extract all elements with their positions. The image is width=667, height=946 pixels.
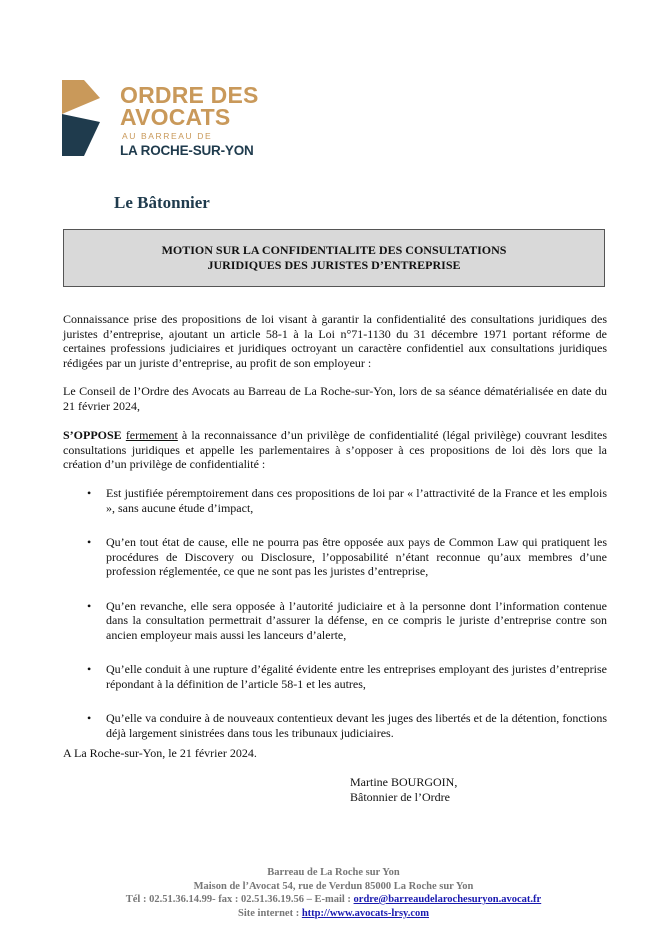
list-item xyxy=(63,535,607,579)
motion-title-line2: JURIDIQUES DES JURISTES D’ENTREPRISE xyxy=(207,258,461,272)
oppose-keyword: S’OPPOSE xyxy=(63,428,122,442)
logo-line-city: LA ROCHE-SUR-YON xyxy=(120,143,254,158)
motion-title-line1: MOTION SUR LA CONFIDENTIALITE DES CONSULTATIONS xyxy=(161,243,507,257)
motion-title-box xyxy=(63,229,605,287)
list-item xyxy=(63,486,607,515)
paragraph-council: Le Conseil de l’Ordre des Avocats au Barreau de La Roche-sur-Yon, lors de sa séance dématérialisée en date du 21 février 2024, xyxy=(63,384,607,413)
list-item xyxy=(63,711,607,740)
footer xyxy=(0,866,667,920)
footer-line-address: Maison de l’Avocat 54, rue de Verdun 85000 La Roche sur Yon xyxy=(193,880,474,892)
list-item-text: Qu’elle va conduire à de nouveaux contentieux devant les juges des libertés et de la détention, fonctions déjà largement sinistrées dans tous les tribunaux judiciaires. xyxy=(106,711,607,740)
footer-line-barreau: Barreau de La Roche sur Yon xyxy=(267,867,400,878)
footer-line-contact xyxy=(0,893,667,907)
list-item-text: Qu’en revanche, elle sera opposée à l’autorité judiciaire et à la personne dont l’information contenue dans la consultation permettrait d’assurer la défense, en ce compris le juriste d’entreprise contre son ancien employeur mais aussi les lanceurs d’alerte, xyxy=(106,598,607,642)
footer-phone-fax: Tél : 02.51.36.14.99- fax : 02.51.36.19.56 – E-mail : xyxy=(125,894,354,905)
logo-line-avocats: AVOCATS xyxy=(120,104,231,130)
list-item-text: Qu’en tout état de cause, elle ne pourra pas être opposée aux pays de Common Law qui pratiquent les procédures de Discovery ou Disclosure, l’opposabilité n’étant reconnue qu’aux membres d’une profession réglementée, ce que ne sont pas les juristes d’entreprise, xyxy=(106,535,607,578)
bullet-icon: • xyxy=(87,662,92,676)
signatory-role: Bâtonnier de l’Ordre xyxy=(350,790,450,804)
bullet-icon: • xyxy=(87,535,92,549)
website-link[interactable]: http://www.avocats-lrsy.com xyxy=(301,907,429,919)
bar-logo xyxy=(62,62,262,172)
bullet-icon: • xyxy=(87,486,92,500)
bullet-icon: • xyxy=(87,598,92,613)
footer-line-website xyxy=(0,907,667,921)
signature-block xyxy=(350,775,457,805)
list-item xyxy=(63,599,607,643)
list-item-text: Qu’elle conduit à une rupture d’égalité évidente entre les entreprises employant des juristes d’entreprise répondant à la définition de l’article 58-1 et les autres, xyxy=(106,662,607,691)
paragraph-oppose xyxy=(63,428,607,472)
footer-website-label: Site internet : xyxy=(237,907,302,919)
oppose-text: à la reconnaissance d’un privilège de confidentialité (légal privilège) couvrant lesdites consultations juridiques et appelle les parlementaires à s’opposer à ces propositions de loi dès lors que la création d’un privilège de confidentialité : xyxy=(63,428,607,471)
page-title: Le Bâtonnier xyxy=(114,193,210,212)
logo-text xyxy=(120,84,259,158)
logo-hexagon-icon xyxy=(62,62,102,156)
email-link[interactable]: ordre@barreaudelarochesuryon.avocat.fr xyxy=(353,894,542,905)
bullet-icon: • xyxy=(87,711,92,725)
list-item-text: Est justifiée péremptoirement dans ces propositions de loi par « l’attractivité de la France et les emplois », sans aucune étude d’impact, xyxy=(106,486,607,515)
fermement-word: fermement xyxy=(125,428,178,442)
logo-line-ordre: ORDRE DES xyxy=(120,82,259,108)
list-item xyxy=(63,662,607,691)
objections-list xyxy=(63,486,607,760)
logo-line-barreau: AU BARREAU DE xyxy=(122,131,213,141)
paragraph-intro: Connaissance prise des propositions de loi visant à garantir la confidentialité des consultations juridiques des juristes d’entreprise, ajoutant un article 58-1 à la Loi n°71-1130 du 31 décembre 1971 portant réforme de certaines professions judiciaires et juridiques octroyant un caractère confidentiel aux consultations juridiques rédigées par un juriste d’entreprise, au profit de son employeur : xyxy=(63,312,607,370)
signatory-name: Martine BOURGOIN, xyxy=(350,775,458,789)
place-date: A La Roche-sur-Yon, le 21 février 2024. xyxy=(63,746,257,760)
